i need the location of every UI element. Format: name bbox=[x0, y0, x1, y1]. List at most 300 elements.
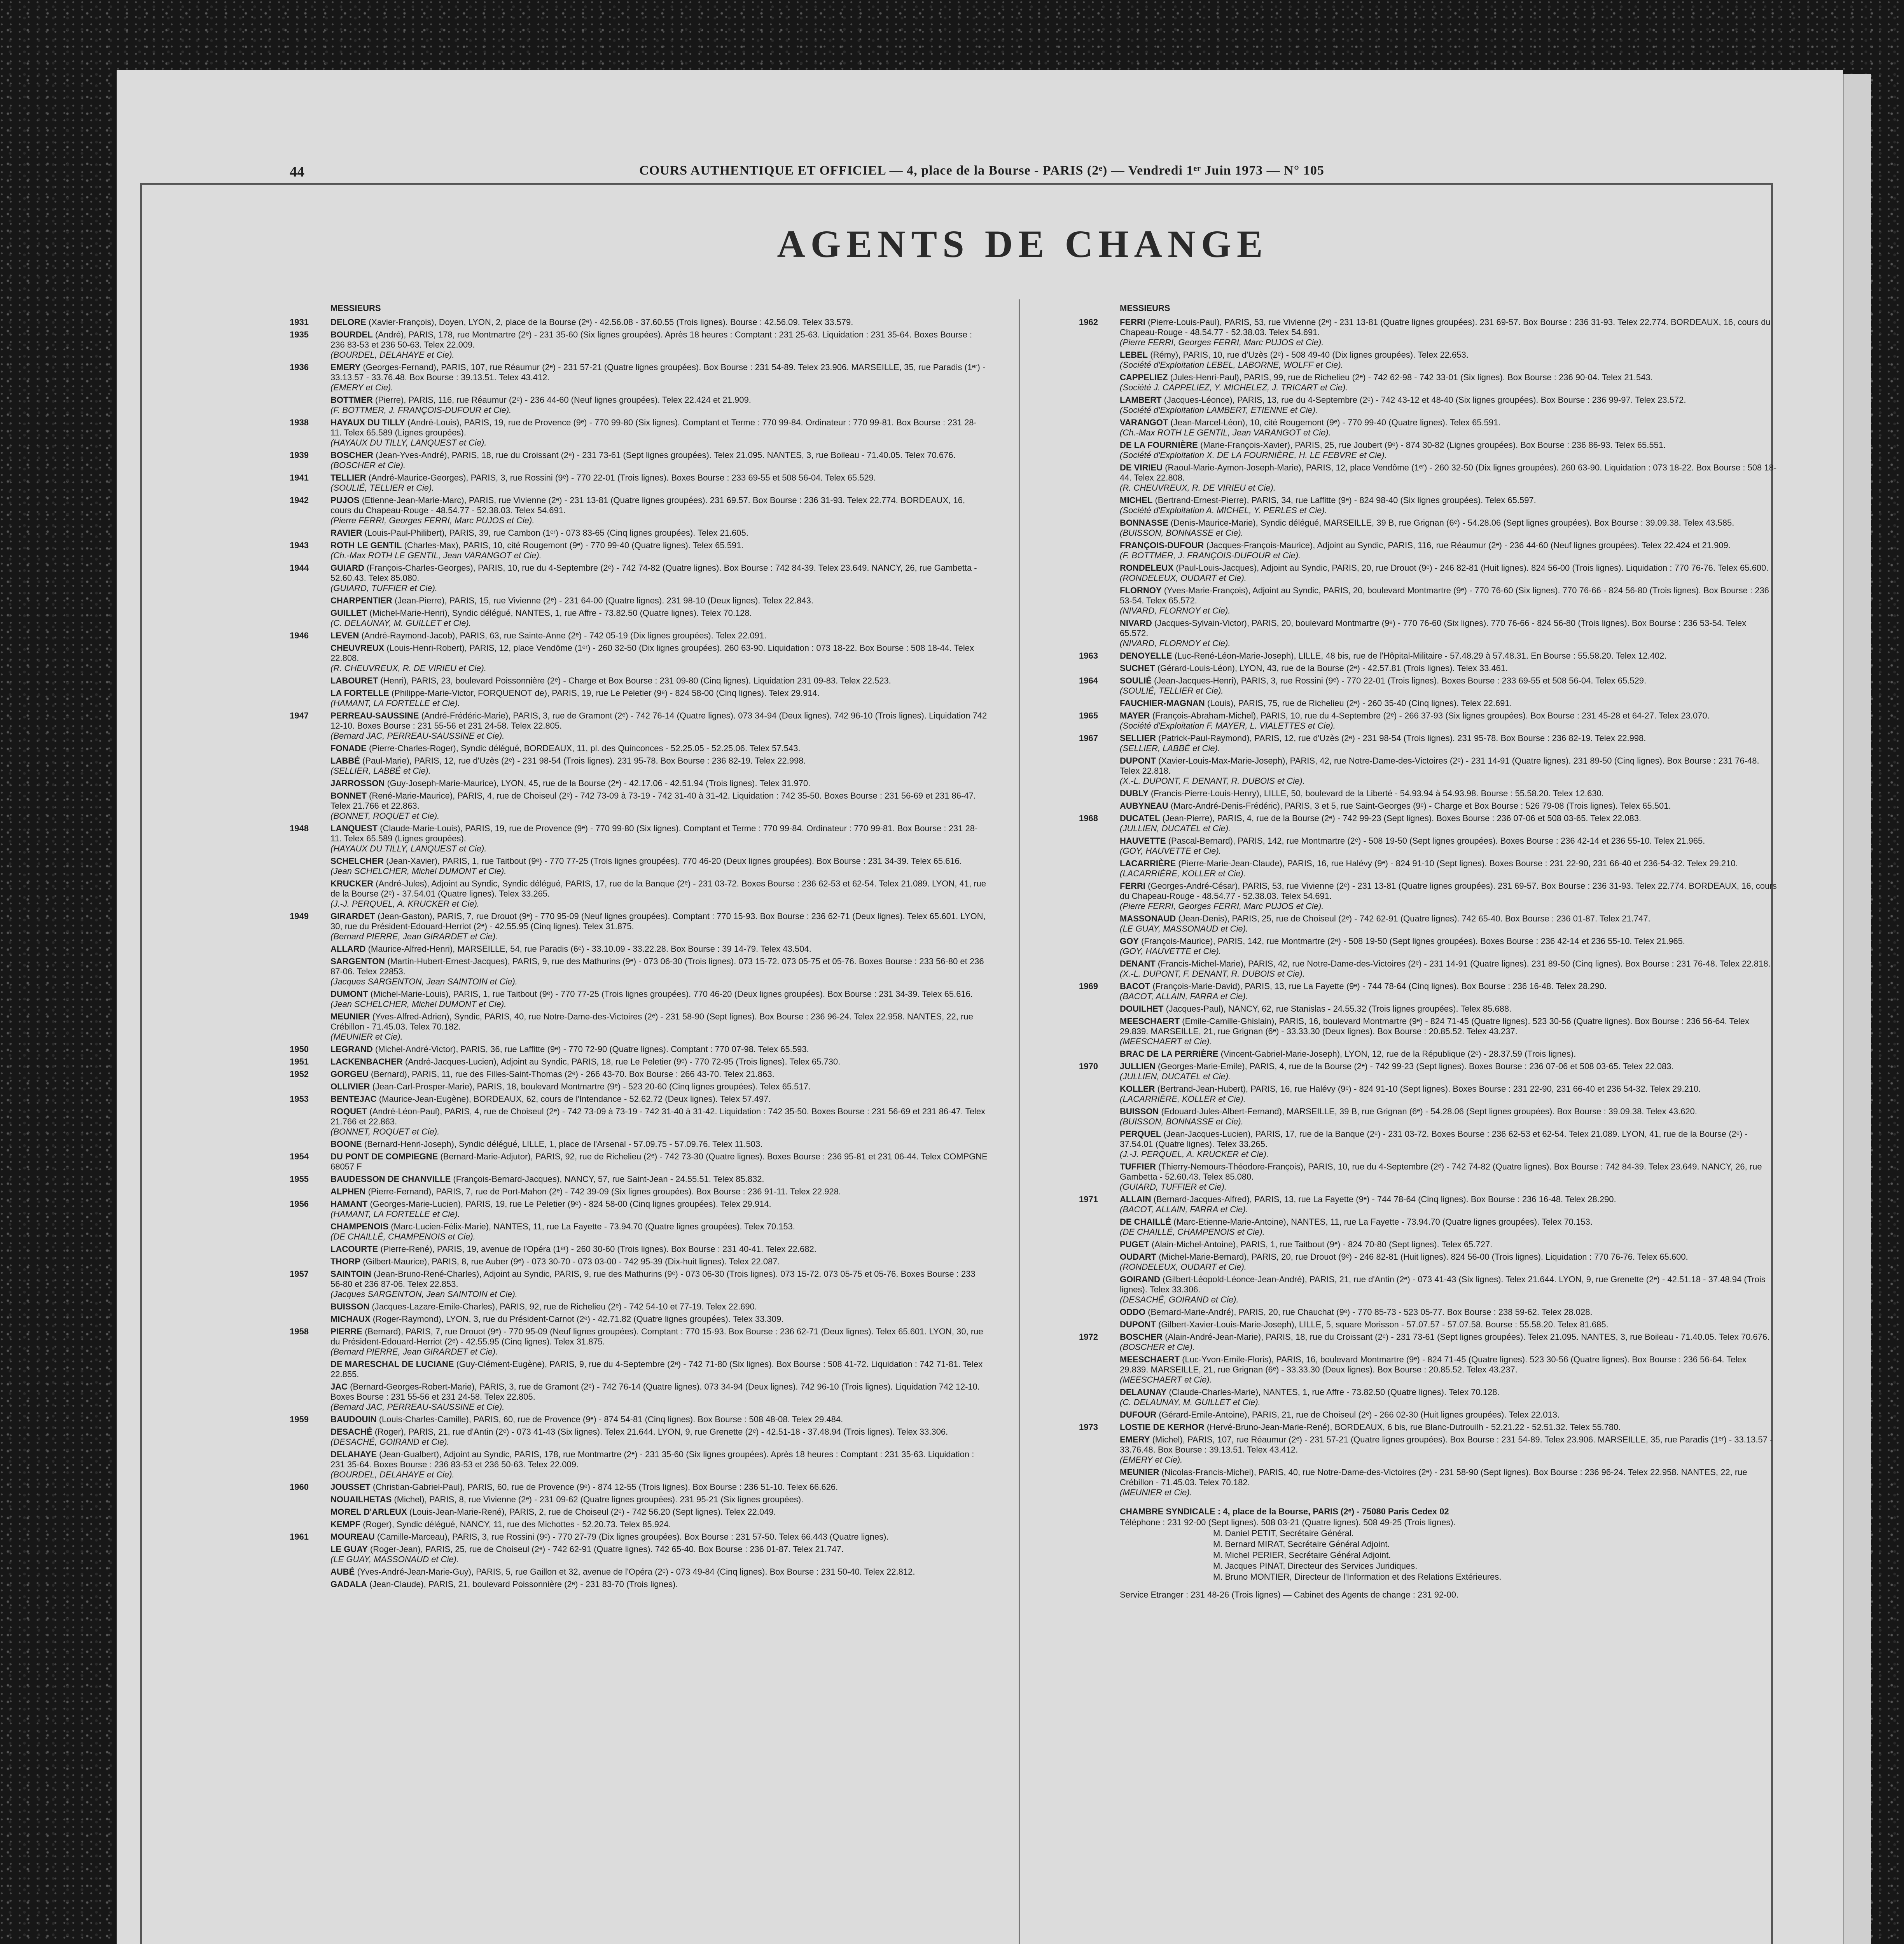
agent-details: (Louis-Jean-Marie-René), PARIS, 2, rue de Choiseul (2ᵉ) - 742 56.20 (Sept lignes). Telex 22.049. bbox=[409, 1507, 776, 1517]
agent-details: (Bernard-Henri-Joseph), Syndic délégué, LILLE, 1, place de l'Arsenal - 57.09.75 - 57.09.76. Telex 11.503. bbox=[364, 1139, 763, 1149]
agent-name: DELAHAYE bbox=[330, 1449, 377, 1459]
agent-details: (Paul-Louis-Jacques), Adjoint au Syndic, PARIS, 20, rue Drouot (9ᵉ) - 246 82-81 (Huit lignes). 824 56-00 (Trois lignes). Liquidation : 770 76-76. Telex 65.600. bbox=[1176, 563, 1769, 573]
agent-details: (Roger-Raymond), LYON, 3, rue du Président-Carnot (2ᵉ) - 42.71.82 (Quatre lignes groupées). Telex 33.309. bbox=[372, 1314, 784, 1324]
agent-name: ROQUET bbox=[330, 1107, 367, 1116]
entry-year: 1942 bbox=[290, 495, 309, 505]
agent-firm: (X.-L. DUPONT, F. DENANT, R. DUBOIS et Cie). bbox=[1120, 969, 1305, 979]
entry-year: 1947 bbox=[290, 711, 309, 720]
agent-firm: (Jacques SARGENTON, Jean SAINTOIN et Cie). bbox=[330, 977, 518, 986]
column-heading: MESSIEURS bbox=[1120, 303, 1170, 313]
agent-details: (Louis-Henri-Robert), PARIS, 12, place Vendôme (1ᵉʳ) - 260 32-50 (Dix lignes groupées). 260 63-90. Liquidation : 073 18-22. Box Bourse : 508 18-44. Telex 22.808. bbox=[330, 643, 974, 663]
agent-details: (Georges-Marie-Emile), PARIS, 4, rue de la Bourse (2ᵉ) - 742 99-23 (Sept lignes). Boxes Bourse : 236 07-06 et 508 03-65. Telex 22.083. bbox=[1157, 1061, 1674, 1071]
agent-name: LEVEN bbox=[330, 631, 359, 640]
agent-entry bbox=[1042, 914, 1777, 934]
entry-year: 1938 bbox=[290, 418, 309, 427]
agent-details: (Jean-Denis), PARIS, 25, rue de Choiseul (2ᵉ) - 742 62-91 (Quatre lignes). 742 65-40. Box Bourse : 236 01-87. Telex 21.747. bbox=[1178, 914, 1650, 923]
agent-name: RAVIER bbox=[330, 528, 362, 538]
agent-firm: (Bernard PIERRE, Jean GIRARDET et Cie). bbox=[330, 932, 498, 941]
agent-entry bbox=[1042, 959, 1777, 979]
agent-name: HAUVETTE bbox=[1120, 836, 1166, 846]
agent-name: BOONE bbox=[330, 1139, 362, 1149]
agent-firm: (SELLIER, LABBÉ et Cie). bbox=[1120, 743, 1220, 753]
agent-firm: (HAYAUX DU TILLY, LANQUEST et Cie). bbox=[330, 438, 487, 448]
agent-firm: (Jean SCHELCHER, Michel DUMONT et Cie). bbox=[330, 999, 507, 1009]
entry-year: 1941 bbox=[290, 473, 309, 483]
entry-year: 1968 bbox=[1079, 813, 1098, 823]
agent-entry bbox=[253, 1069, 988, 1079]
agent-name: DOUILHET bbox=[1120, 1004, 1164, 1014]
agent-details: (Jean-Xavier), PARIS, 1, rue Taitbout (9ᵉ) - 770 77-25 (Trois lignes groupées). 770 46-20 (Deux lignes groupées). Box Bourse : 231 34-39. Telex 65.616. bbox=[386, 856, 962, 866]
entry-year: 1972 bbox=[1079, 1332, 1098, 1342]
agent-name: LOSTIE DE KERHOR bbox=[1120, 1422, 1205, 1432]
agent-name: OLLIVIER bbox=[330, 1082, 370, 1091]
entry-year: 1963 bbox=[1079, 651, 1098, 661]
entry-year: 1959 bbox=[290, 1414, 309, 1424]
agent-entry bbox=[1042, 1162, 1777, 1192]
agent-details: (André-Jacques-Lucien), Adjoint au Syndic, PARIS, 18, rue Le Peletier (9ᵉ) - 770 72-95 (Trois lignes). Telex 65.730. bbox=[405, 1057, 841, 1066]
agent-name: GORGEU bbox=[330, 1069, 369, 1079]
agent-entry bbox=[253, 395, 988, 415]
agent-firm: (BOSCHER et Cie). bbox=[1120, 1342, 1195, 1352]
agent-name: DUBLY bbox=[1120, 788, 1149, 798]
agent-name: DE CHAILLÉ bbox=[1120, 1217, 1171, 1227]
chambre-phone: Téléphone : 231 92-00 (Sept lignes). 508 03-21 (Quatre lignes). 508 49-25 (Trois lignes). bbox=[1120, 1517, 1456, 1527]
agent-details: (André-Maurice-Georges), PARIS, 3, rue Rossini (9ᵉ) - 770 22-01 (Trois lignes). Boxes Bourse : 233 69-55 et 508 56-04. Telex 65.529. bbox=[368, 473, 876, 483]
agent-name: MOUREAU bbox=[330, 1532, 375, 1542]
agent-entry bbox=[253, 563, 988, 593]
agent-name: DENOYELLE bbox=[1120, 651, 1172, 661]
agent-details: (Denis-Maurice-Marie), Syndic délégué, MARSEILLE, 39 B, rue Grignan (6ᵉ) - 54.28.06 (Sept lignes groupées). Box Bourse : 39.09.38. Telex 43.585. bbox=[1170, 518, 1734, 528]
agent-name: SARGENTON bbox=[330, 956, 385, 966]
entry-year: 1948 bbox=[290, 823, 309, 833]
agent-name: LAMBERT bbox=[1120, 395, 1162, 405]
agent-details: (Francis-Michel-Marie), PARIS, 42, rue Notre-Dame-des-Victoires (2ᵉ) - 231 14-91 (Quatre lignes). 231 89-50 (Cinq lignes). Box Bourse : 231 76-48. Telex 22.818. bbox=[1157, 959, 1771, 969]
agent-details: (Xavier-François), Doyen, LYON, 2, place de la Bourse (2ᵉ) - 42.56.08 - 37.60.55 (Trois lignes). Bourse : 42.56.09. Telex 33.579. bbox=[368, 317, 853, 327]
agent-details: (Pierre-Marie-Jean-Claude), PARIS, 16, rue Halévy (9ᵉ) - 824 91-10 (Sept lignes). Boxes Bourse : 231 22-90, 231 66-40 et 236-54-32. Telex 29.210. bbox=[1178, 858, 1738, 868]
agent-name: BAUDESSON DE CHANVILLE bbox=[330, 1174, 451, 1184]
agent-details: (Jules-Henri-Paul), PARIS, 99, rue de Richelieu (2ᵉ) - 742 62-98 - 742 33-01 (Six lignes). Box Bourse : 236 90-04. Telex 21.543. bbox=[1170, 372, 1653, 382]
agent-name: LABBÉ bbox=[330, 756, 360, 766]
agent-details: (Rémy), PARIS, 10, rue d'Uzès (2ᵉ) - 508 49-40 (Dix lignes groupées). Telex 22.653. bbox=[1150, 350, 1469, 360]
agent-entry bbox=[253, 1579, 988, 1589]
agent-entry bbox=[1042, 495, 1777, 516]
agent-entry bbox=[253, 1314, 988, 1324]
agent-details: (Jean-Bruno-René-Charles), Adjoint au Syndic, PARIS, 9, rue des Mathurins (9ᵉ) - 073 06-30 (Trois lignes). 073 15-72. 073 05-75 et 05-76. Boxes Bourse : 233 56-80 et 236 87-06. Telex 22.853. bbox=[330, 1269, 976, 1289]
agent-firm: (EMERY et Cie). bbox=[1120, 1455, 1183, 1465]
agent-details: (Bertrand-Jean-Hubert), PARIS, 16, rue Halévy (9ᵉ) - 824 91-10 (Sept lignes). Boxes Bourse : 231 22-90, 231 66-40 et 236 54-32. Telex 29.210. bbox=[1157, 1084, 1701, 1094]
agent-firm: (MEESCHAERT et Cie). bbox=[1120, 1375, 1212, 1385]
entry-year: 1953 bbox=[290, 1094, 309, 1104]
agent-details: (Yves-André-Jean-Marie-Guy), PARIS, 5, rue Gaillon et 32, avenue de l'Opéra (2ᵉ) - 073 49-84 (Cinq lignes). Box Bourse : 231 50-40. Telex 22.812. bbox=[357, 1567, 915, 1577]
agent-details: (Jacques-François-Maurice), Adjoint au Syndic, PARIS, 116, rue Réaumur (2ᵉ) - 236 44-60 (Neuf lignes groupées). Telex 22.424 et 21.909. bbox=[1206, 540, 1731, 550]
agent-firm: (Ch.-Max ROTH LE GENTIL, Jean VARANGOT et Cie). bbox=[330, 551, 542, 560]
agent-details: (Claude-Charles-Marie), NANTES, 1, rue Affre - 73.82.50 (Quatre lignes). Telex 70.128. bbox=[1169, 1387, 1500, 1397]
agent-name: DELAUNAY bbox=[1120, 1387, 1167, 1397]
agent-entry bbox=[253, 1495, 988, 1505]
agent-entry bbox=[1042, 676, 1777, 696]
agent-name: JULLIEN bbox=[1120, 1061, 1156, 1071]
agent-details: (André-Raymond-Jacob), PARIS, 63, rue Sainte-Anne (2ᵉ) - 742 05-19 (Dix lignes groupées). Telex 22.091. bbox=[361, 631, 767, 640]
agent-entry bbox=[1042, 1355, 1777, 1385]
agent-entry bbox=[1042, 1061, 1777, 1082]
agent-name: NOUAILHETAS bbox=[330, 1495, 392, 1504]
agent-firm: (R. CHEUVREUX, R. DE VIRIEU et Cie). bbox=[330, 663, 486, 673]
agent-entry bbox=[1042, 1387, 1777, 1407]
agent-entry bbox=[1042, 801, 1777, 811]
agent-entry bbox=[253, 1082, 988, 1092]
agent-name: THORP bbox=[330, 1257, 360, 1266]
chambre-member: M. Bruno MONTIER, Directeur de l'Information et des Relations Extérieures. bbox=[1213, 1572, 1502, 1582]
agent-name: ALLAIN bbox=[1120, 1194, 1151, 1204]
entry-year: 1936 bbox=[290, 362, 309, 372]
agent-firm: (R. CHEUVREUX, R. DE VIRIEU et Cie). bbox=[1120, 483, 1276, 493]
agent-name: ROTH LE GENTIL bbox=[330, 540, 402, 550]
agent-details: (Jacques-Lazare-Emile-Charles), PARIS, 92, rue de Richelieu (2ᵉ) - 742 54-10 et 77-19. Telex 22.690. bbox=[372, 1302, 757, 1311]
agent-details: (Etienne-Jean-Marie-Marc), PARIS, rue Vivienne (2ᵉ) - 231 13-81 (Quatre lignes groupées). 231 69.57. Box Bourse : 236 31-93. Telex 22.774. BORDEAUX, 16, cours du Chapeau-Rouge - 48.54.77 - 52.38.03. Telex 54.691. bbox=[330, 495, 965, 515]
agent-details: (Bernard-Jacques-Alfred), PARIS, 13, rue La Fayette (9ᵉ) - 744 78-64 (Cinq lignes). Box Bourse : 236 16-48. Telex 28.290. bbox=[1153, 1194, 1616, 1204]
agent-firm: (Pierre FERRI, Georges FERRI, Marc PUJOS et Cie). bbox=[1120, 901, 1324, 911]
agent-entry bbox=[253, 1174, 988, 1184]
agent-firm: (J.-J. PERQUEL, A. KRUCKER et Cie). bbox=[330, 899, 480, 909]
agent-details: (Maurice-Jean-Eugène), BORDEAUX, 62, cours de l'Intendance - 52.62.72 (Deux lignes). Telex 57.497. bbox=[379, 1094, 771, 1104]
agent-name: DUFOUR bbox=[1120, 1410, 1157, 1420]
entry-year: 1951 bbox=[290, 1057, 309, 1066]
agent-firm: (LACARRIÈRE, KOLLER et Cie). bbox=[1120, 1094, 1246, 1104]
agent-firm: (X.-L. DUPONT, F. DENANT, R. DUBOIS et Cie). bbox=[1120, 776, 1305, 786]
agent-entry bbox=[253, 743, 988, 753]
agent-firm: (BOURDEL, DELAHAYE et Cie). bbox=[330, 350, 455, 360]
agent-name: FERRI bbox=[1120, 881, 1145, 891]
agent-name: PUGET bbox=[1120, 1239, 1149, 1249]
agent-firm: (MEUNIER et Cie). bbox=[1120, 1488, 1192, 1497]
agent-name: JARROSSON bbox=[330, 778, 385, 788]
entry-year: 1956 bbox=[290, 1199, 309, 1209]
agent-name: BACOT bbox=[1120, 981, 1150, 991]
entry-year: 1970 bbox=[1079, 1061, 1098, 1071]
agent-entry bbox=[253, 1222, 988, 1242]
entry-year: 1958 bbox=[290, 1327, 309, 1336]
agent-name: DUMONT bbox=[330, 989, 368, 999]
agent-details: (Jean-Gaston), PARIS, 7, rue Drouot (9ᵉ) - 770 95-09 (Neuf lignes groupées). Comptant : 770 15-93. Box Bourse : 236 62-71 (Deux lignes). Telex 65.601. LYON, 30, rue du Président-Edouard-Herriot (2ᵉ) - 42.55.95 (Cinq lignes). Telex 31.875. bbox=[330, 911, 986, 931]
agent-details: (Pierre-Charles-Roger), Syndic délégué, BORDEAUX, 11, pl. des Quinconces - 52.25.05 - 52.25.06. Telex 57.543. bbox=[369, 743, 801, 753]
entry-year: 1964 bbox=[1079, 676, 1098, 685]
agent-details: (Gérard-Emile-Antoine), PARIS, 21, rue de Choiseul (2ᵉ) - 266 02-30 (Huit lignes groupées). Telex 22.013. bbox=[1159, 1410, 1560, 1420]
agent-name: GUIARD bbox=[330, 563, 364, 573]
agent-details: (Luc-René-Léon-Marie-Joseph), LILLE, 48 bis, rue de l'Hôpital-Militaire - 57.48.29 à 57.48.31. En Bourse : 55.58.20. Telex 12.402. bbox=[1174, 651, 1667, 661]
agent-entry bbox=[253, 791, 988, 821]
agent-firm: (GOY, HAUVETTE et Cie). bbox=[1120, 846, 1221, 856]
agent-details: (René-Marie-Maurice), PARIS, 4, rue de Choiseul (2ᵉ) - 742 73-09 à 73-19 - 742 31-40 à 31-42. Liquidation : 742 35-50. Boxes Bourse : 231 56-69 et 231 86-47. Telex 21.766 et 22.863. bbox=[330, 791, 976, 811]
agent-name: HAMANT bbox=[330, 1199, 368, 1209]
agent-details: (Gilbert-Léopold-Léonce-Jean-André), PARIS, 21, rue d'Antin (2ᵉ) - 073 41-43 (Six lignes). Telex 21.644. LYON, 9, rue Grenette (2ᵉ) - 42.51.18 - 37.48.94 (Trois lignes). Telex 33.306. bbox=[1120, 1274, 1766, 1294]
agent-name: DUPONT bbox=[1120, 756, 1156, 766]
agent-details: (Yves-Marie-François), Adjoint au Syndic, PARIS, 20, boulevard Montmartre (9ᵉ) - 770 76-60 (Six lignes). 770 76-66 - 824 56-80 (Trois lignes). Box Bourse : 236 53-54. Telex 65.572. bbox=[1120, 586, 1769, 605]
agent-details: (Emile-Camille-Ghislain), PARIS, 16, boulevard Montmartre (9ᵉ) - 824 71-45 (Quatre lignes). 523 30-56 (Quatre lignes). Box Bourse : 236 56-64. Telex 29.839. MARSEILLE, 21, rue Grignan (6ᵉ) - 33.33.30 (Deux lignes). Box Bourse : 20.85.52. Telex 43.237. bbox=[1120, 1016, 1749, 1036]
agent-entry bbox=[1042, 1107, 1777, 1127]
agent-name: MICHEL bbox=[1120, 495, 1153, 505]
service-etranger: Service Etranger : 231 48-26 (Trois lignes) — Cabinet des Agents de change : 231 92-00. bbox=[1120, 1590, 1459, 1600]
agent-name: LACKENBACHER bbox=[330, 1057, 403, 1066]
agent-entry bbox=[253, 362, 988, 393]
agent-details: (André-Frédéric-Marie), PARIS, 3, rue de Gramont (2ᵉ) - 742 76-14 (Quatre lignes). 073 34-94 (Deux lignes). 742 96-10 (Trois lignes). Liquidation 742 12-10. Boxes Bourse : 231 55-56 et 231 24-58. Telex 22.805. bbox=[330, 711, 987, 731]
agent-name: MEUNIER bbox=[1120, 1467, 1159, 1477]
agent-name: MASSONAUD bbox=[1120, 914, 1176, 923]
agent-entry bbox=[1042, 1129, 1777, 1159]
agent-entry bbox=[1042, 836, 1777, 856]
agent-name: MEUNIER bbox=[330, 1012, 370, 1021]
agent-name: KEMPF bbox=[330, 1519, 360, 1529]
agent-name: LANQUEST bbox=[330, 823, 378, 833]
agent-entry bbox=[253, 1057, 988, 1067]
agent-details: (Alain-André-Jean-Marie), PARIS, 18, rue du Croissant (2ᵉ) - 231 73-61 (Sept lignes groupées). Telex 21.095. NANTES, 3, rue Boileau - 71.40.05. Telex 70.676. bbox=[1165, 1332, 1770, 1342]
agent-name: JAC bbox=[330, 1382, 348, 1392]
agent-name: MICHAUX bbox=[330, 1314, 371, 1324]
agent-details: (Jean-Pierre), PARIS, 4, rue de la Bourse (2ᵉ) - 742 99-23 (Sept lignes). Boxes Bourse : 236 07-06 et 508 03-65. Telex 22.083. bbox=[1162, 813, 1642, 823]
agent-entry bbox=[1042, 936, 1777, 956]
agent-name: SELLIER bbox=[1120, 733, 1156, 743]
agent-name: CHEUVREUX bbox=[330, 643, 385, 653]
agent-name: ALPHEN bbox=[330, 1187, 366, 1196]
agent-firm: (Ch.-Max ROTH LE GENTIL, Jean VARANGOT et Cie). bbox=[1120, 428, 1331, 437]
agent-firm: (Société d'Exploitation F. MAYER, L. VIALETTES et Cie). bbox=[1120, 721, 1336, 731]
agent-entry bbox=[253, 823, 988, 854]
agent-firm: (SOULIÉ, TELLIER et Cie). bbox=[1120, 686, 1224, 696]
agent-details: (André), PARIS, 178, rue Montmartre (2ᵉ) - 231 35-60 (Six lignes groupées). Après 18 heures : Comptant : 231 25-63. Liquidation : 231 35-64. Boxes Bourse : 236 83-53 et 236 50-63. Telex 22.009. bbox=[330, 330, 972, 350]
agent-entry bbox=[253, 1567, 988, 1577]
agent-name: BENTEJAC bbox=[330, 1094, 377, 1104]
agent-entry bbox=[1042, 1320, 1777, 1330]
agent-details: (Thierry-Nemours-Théodore-François), PARIS, 10, rue du 4-Septembre (2ᵉ) - 742 74-82 (Quatre lignes). Box Bourse : 742 84-39. Telex 23.649. NANCY, 26, rue Gambetta - 52.60.43. Telex 85.080. bbox=[1120, 1162, 1762, 1182]
agent-entry bbox=[1042, 395, 1777, 415]
agent-entry bbox=[253, 1427, 988, 1447]
agent-name: GOIRAND bbox=[1120, 1274, 1160, 1284]
agent-details: (Gérard-Louis-Léon), LYON, 43, rue de la Bourse (2ᵉ) - 42.57.81 (Trois lignes). Telex 33.461. bbox=[1157, 663, 1508, 673]
agent-entry bbox=[1042, 350, 1777, 370]
agent-details: (André-Léon-Paul), PARIS, 4, rue de Choiseul (2ᵉ) - 742 73-09 à 73-19 - 742 31-40 à 31-42. Liquidation : 742 35-50. Boxes Bourse : 231 56-69 et 231 86-47. Telex 21.766 et 22.863. bbox=[330, 1107, 986, 1126]
agent-entry bbox=[253, 879, 988, 909]
agent-details: (Jean-Gualbert), Adjoint au Syndic, PARIS, 178, rue Montmartre (2ᵉ) - 231 35-60 (Six lignes groupées). Après 18 heures : Comptant : 231 35-63. Liquidation : 231 35-64. Boxes Bourse : 236 83-53 et 236 50-63. Telex 22.009. bbox=[330, 1449, 974, 1469]
next-page-edge bbox=[1843, 74, 1871, 1944]
agent-firm: (Société d'Exploitation A. MICHEL, Y. PERLES et Cie). bbox=[1120, 505, 1327, 515]
agent-details: (Pierre-René), PARIS, 19, avenue de l'Opéra (1ᵉʳ) - 260 30-60 (Trois lignes). Box Bourse : 231 40-41. Telex 22.682. bbox=[380, 1244, 816, 1254]
agent-entry bbox=[1042, 618, 1777, 649]
agent-name: SOULIÉ bbox=[1120, 676, 1152, 685]
entry-year: 1952 bbox=[290, 1069, 309, 1079]
agent-details: (Patrick-Paul-Raymond), PARIS, 12, rue d'Uzès (2ᵉ) - 231 98-54 (Trois lignes). 231 95-78. Box Bourse : 236 82-19. Telex 22.998. bbox=[1158, 733, 1646, 743]
agent-name: DUPONT bbox=[1120, 1320, 1156, 1329]
agent-name: KOLLER bbox=[1120, 1084, 1155, 1094]
agent-entry bbox=[1042, 372, 1777, 393]
agent-details: (François-Charles-Georges), PARIS, 10, rue du 4-Septembre (2ᵉ) - 742 74-82 (Quatre lignes). Box Bourse : 742 84-39. Telex 23.649. NANCY, 26, rue Gambetta - 52.60.43. Telex 85.080. bbox=[330, 563, 977, 583]
agent-name: DE LA FOURNIÈRE bbox=[1120, 440, 1198, 450]
agent-firm: (Bernard JAC, PERREAU-SAUSSINE et Cie). bbox=[330, 1402, 505, 1412]
agent-firm: (JULLIEN, DUCATEL et Cie). bbox=[1120, 1072, 1231, 1081]
agent-details: (Michel), PARIS, 107, rue Réaumur (2ᵉ) - 231 57-21 (Quatre lignes groupées). Box Bourse : 231 54-89. Telex 23.906. MARSEILLE, 35, rue Paradis (1ᵉʳ) - 33.13.57 - 33.76.48. Box Bourse : 39.13.51. Telex 43.412. bbox=[1120, 1435, 1773, 1455]
agent-firm: (SOULIÉ, TELLIER et Cie). bbox=[330, 483, 434, 493]
agent-entry bbox=[253, 1449, 988, 1480]
agent-entry bbox=[1042, 1252, 1777, 1272]
agent-entry bbox=[253, 330, 988, 360]
agent-entry bbox=[1042, 756, 1777, 786]
agent-name: LA FORTELLE bbox=[330, 688, 389, 698]
agent-details: (Jacques-Léonce), PARIS, 13, rue du 4-Septembre (2ᵉ) - 742 43-12 et 48-40 (Six lignes groupées). Box Bourse : 236 99-97. Telex 23.572. bbox=[1164, 395, 1686, 405]
agent-details: (Louis-Paul-Philibert), PARIS, 39, rue Cambon (1ᵉʳ) - 073 83-65 (Cinq lignes groupées). Telex 21.605. bbox=[364, 528, 748, 538]
agent-name: LE GUAY bbox=[330, 1544, 368, 1554]
chambre-member: M. Daniel PETIT, Secrétaire Général. bbox=[1213, 1528, 1354, 1538]
agent-entry bbox=[253, 1152, 988, 1172]
chambre-syndicale-block bbox=[1120, 1506, 1777, 1600]
agent-name: BONNASSE bbox=[1120, 518, 1168, 528]
agent-name: ODDO bbox=[1120, 1307, 1145, 1317]
agent-firm: (DESACHÉ, GOIRAND et Cie). bbox=[1120, 1295, 1239, 1304]
agent-name: BAUDOUIN bbox=[330, 1414, 377, 1424]
agent-entry bbox=[253, 711, 988, 741]
running-header: COURS AUTHENTIQUE ET OFFICIEL — 4, place de la Bourse - PARIS (2ᵉ) — Vendredi 1ᵉʳ Juin 1973 — N° 105 bbox=[639, 163, 1324, 178]
agent-name: ALLARD bbox=[330, 944, 366, 954]
agent-entry bbox=[1042, 1217, 1777, 1237]
agent-name: CHARPENTIER bbox=[330, 596, 392, 605]
entry-year: 1946 bbox=[290, 631, 309, 640]
agent-firm: (Société d'Exploitation LAMBERT, ETIENNE et Cie). bbox=[1120, 405, 1318, 415]
agent-name: DE VIRIEU bbox=[1120, 463, 1163, 472]
agent-entry bbox=[253, 989, 988, 1009]
agent-entry bbox=[253, 1382, 988, 1412]
agent-entry bbox=[253, 856, 988, 876]
agent-name: PERQUEL bbox=[1120, 1129, 1161, 1139]
agent-name: PERREAU-SAUSSINE bbox=[330, 711, 419, 720]
agent-details: (Georges-Marie-Lucien), PARIS, 19, rue Le Peletier (9ᵉ) - 824 58-00 (Cinq lignes groupées). Telex 29.914. bbox=[370, 1199, 771, 1209]
agent-entry bbox=[1042, 698, 1777, 708]
entry-year: 1949 bbox=[290, 911, 309, 921]
agent-name: OUDART bbox=[1120, 1252, 1157, 1262]
agent-entry bbox=[253, 643, 988, 673]
agent-entry bbox=[1042, 463, 1777, 493]
agent-name: CHAMPENOIS bbox=[330, 1222, 389, 1231]
agent-entry bbox=[253, 1187, 988, 1197]
agent-entry bbox=[253, 1519, 988, 1530]
agent-details: (Claude-Marie-Louis), PARIS, 19, rue de Provence (9ᵉ) - 770 99-80 (Six lignes). Comptant et Terme : 770 99-84. Ordinateur : 770 99-81. Box Bourse : 231 28-11. Telex 65.589 (Lignes groupées). bbox=[330, 823, 978, 843]
agent-details: (Bernard-Marie-André), PARIS, 20, rue Chauchat (9ᵉ) - 770 85-73 - 523 05-77. Box Bourse : 238 59-62. Telex 28.028. bbox=[1148, 1307, 1593, 1317]
right-entries-list bbox=[1042, 317, 1777, 1498]
agent-entry bbox=[1042, 518, 1777, 538]
agent-details: (Yves-Alfred-Adrien), Syndic, PARIS, 40, rue Notre-Dame-des-Victoires (2ᵉ) - 231 58-90 (Sept lignes). Box Bourse : 236 96-24. Telex 22.958. NANTES, 22, rue Crébillon - 71.45.03. Telex 70.182. bbox=[330, 1012, 973, 1031]
agent-details: (Guy-Joseph-Marie-Maurice), LYON, 45, rue de la Bourse (2ᵉ) - 42.17.06 - 42.51.94 (Trois lignes). Telex 31.970. bbox=[387, 778, 811, 788]
agent-details: (Michel), PARIS, 8, rue Vivienne (2ᵉ) - 231 09-62 (Quatre lignes groupées). 231 95-21 (Six lignes groupées). bbox=[394, 1495, 804, 1504]
agent-firm: (BOSCHER et Cie). bbox=[330, 460, 406, 470]
agent-details: (François-Bernard-Jacques), NANCY, 57, rue Saint-Jean - 24.55.51. Telex 85.832. bbox=[453, 1174, 764, 1184]
agent-details: (Marc-Etienne-Marie-Antoine), NANTES, 11, rue La Fayette - 73.94.70 (Quatre lignes groupées). Telex 70.153. bbox=[1173, 1217, 1593, 1227]
agent-name: TUFFIER bbox=[1120, 1162, 1156, 1171]
entry-year: 1971 bbox=[1079, 1194, 1098, 1204]
agent-entry bbox=[253, 495, 988, 526]
agent-details: (François-Marie-David), PARIS, 13, rue La Fayette (9ᵉ) - 744 78-64 (Cinq lignes). Box Bourse : 236 16-48. Telex 28.290. bbox=[1152, 981, 1607, 991]
agent-entry bbox=[1042, 540, 1777, 561]
agent-details: (André-Louis), PARIS, 19, rue de Provence (9ᵉ) - 770 99-80 (Six lignes). Comptant et Terme : 770 99-84. Ordinateur : 770 99-81. Box Bourse : 231 28-11. Telex 65.589 (Lignes groupées). bbox=[330, 418, 977, 437]
agent-firm: (BACOT, ALLAIN, FARRA et Cie). bbox=[1120, 1205, 1248, 1214]
agent-details: (Gilbert-Maurice), PARIS, 8, rue Auber (9ᵉ) - 073 30-70 - 073 03-00 - 742 95-39 (Dix-huit lignes). Telex 22.087. bbox=[363, 1257, 780, 1266]
agent-name: EMERY bbox=[1120, 1435, 1150, 1444]
agent-entry bbox=[253, 631, 988, 641]
agent-name: SUCHET bbox=[1120, 663, 1155, 673]
agent-name: AUBYNEAU bbox=[1120, 801, 1168, 811]
agent-entry bbox=[253, 1414, 988, 1425]
agent-details: (Marc-André-Denis-Frédéric), PARIS, 3 et 5, rue Saint-Georges (9ᵉ) - Charge et Box Bourse : 526 79-08 (Trois lignes). Telex 65.501. bbox=[1170, 801, 1671, 811]
agent-name: GUILLET bbox=[330, 608, 367, 618]
agent-firm: (Pierre FERRI, Georges FERRI, Marc PUJOS et Cie). bbox=[1120, 337, 1324, 347]
agent-details: (Pierre-Fernand), PARIS, 7, rue de Port-Mahon (2ᵉ) - 742 39-09 (Six lignes groupées). Box Bourse : 236 91-11. Telex 22.928. bbox=[368, 1187, 841, 1196]
agent-entry bbox=[253, 956, 988, 987]
agent-details: (Jean-Jacques-Lucien), PARIS, 17, rue de la Banque (2ᵉ) - 231 03-72. Boxes Bourse : 236 62-53 et 62-54. Telex 21.089. LYON, 41, rue de la Bourse (2ᵉ) - 37.54.01 (Quatre lignes). Telex 33.265. bbox=[1120, 1129, 1748, 1149]
agent-name: MEESCHAERT bbox=[1120, 1355, 1180, 1364]
agent-details: (Louis-Charles-Camille), PARIS, 60, rue de Provence (9ᵉ) - 874 54-81 (Cinq lignes). Box Bourse : 508 48-08. Telex 29.484. bbox=[379, 1414, 843, 1424]
agent-name: LEBEL bbox=[1120, 350, 1148, 360]
agent-details: (Pierre), PARIS, 116, rue Réaumur (2ᵉ) - 236 44-60 (Neuf lignes groupées). Telex 22.424 et 21.909. bbox=[375, 395, 751, 405]
column-heading: MESSIEURS bbox=[330, 303, 381, 313]
agent-entry bbox=[253, 450, 988, 470]
agent-name: DE MARESCHAL DE LUCIANE bbox=[330, 1359, 454, 1369]
agent-entry bbox=[1042, 1467, 1777, 1498]
entry-year: 1967 bbox=[1079, 733, 1098, 743]
agent-details: (Jean-Claude), PARIS, 21, boulevard Poissonnière (2ᵉ) - 231 83-70 (Trois lignes). bbox=[369, 1579, 678, 1589]
entry-year: 1943 bbox=[290, 540, 309, 550]
entry-year: 1935 bbox=[290, 330, 309, 339]
agent-name: MAYER bbox=[1120, 711, 1150, 720]
agent-entry bbox=[1042, 317, 1777, 348]
entry-year: 1944 bbox=[290, 563, 309, 573]
agent-firm: (BONNET, ROQUET et Cie). bbox=[330, 811, 440, 821]
agent-details: (Marc-Lucien-Félix-Marie), NANTES, 11, rue La Fayette - 73.94.70 (Quatre lignes groupées). Telex 70.153. bbox=[391, 1222, 796, 1231]
agent-entry bbox=[253, 1359, 988, 1379]
agent-entry bbox=[1042, 1435, 1777, 1465]
entry-year: 1950 bbox=[290, 1044, 309, 1054]
agent-name: TELLIER bbox=[330, 473, 366, 483]
agent-entry bbox=[1042, 1332, 1777, 1352]
agent-name: PIERRE bbox=[330, 1327, 362, 1336]
agent-details: (Louis), PARIS, 75, rue de Richelieu (2ᵉ) - 260 35-40 (Cinq lignes). Telex 22.691. bbox=[1207, 698, 1512, 708]
agent-entry bbox=[1042, 651, 1777, 661]
agent-details: (Bernard-Marie-Adjutor), PARIS, 92, rue de Richelieu (2ᵉ) - 742 73-30 (Quatre lignes). Boxes Bourse : 236 95-81 et 231 06-44. Telex COMPGNE 68057 F bbox=[330, 1152, 988, 1171]
agent-entry bbox=[1042, 1274, 1777, 1305]
agent-firm: (BOURDEL, DELAHAYE et Cie). bbox=[330, 1470, 455, 1479]
agent-firm: (C. DELAUNAY, M. GUILLET et Cie). bbox=[330, 618, 471, 628]
agent-entry bbox=[1042, 1239, 1777, 1250]
agent-details: (Roger-Jean), PARIS, 25, rue de Choiseul (2ᵉ) - 742 62-91 (Quatre lignes). 742 65-40. Box Bourse : 236 01-87. Telex 21.747. bbox=[370, 1544, 844, 1554]
entry-year: 1931 bbox=[290, 317, 309, 327]
agent-details: (Nicolas-Francis-Michel), PARIS, 40, rue Notre-Dame-des-Victoires (2ᵉ) - 231 58-90 (Sept lignes). Box Bourse : 236 96-24. Telex 22.958. NANTES, 22, rue Crébillon - 71.45.03. Telex 70.182. bbox=[1120, 1467, 1747, 1487]
agent-entry bbox=[253, 756, 988, 776]
agent-entry bbox=[253, 676, 988, 686]
agent-name: KRUCKER bbox=[330, 879, 373, 888]
agent-details: (Charles-Max), PARIS, 10, cité Rougemont (9ᵉ) - 770 99-40 (Quatre lignes). Telex 65.591. bbox=[404, 540, 744, 550]
agent-details: (François-Maurice), PARIS, 142, rue Montmartre (2ᵉ) - 508 19-50 (Sept lignes groupées). Boxes Bourse : 236 42-14 et 236 55-10. Telex 21.965. bbox=[1141, 936, 1685, 946]
agent-entry bbox=[253, 688, 988, 708]
agent-entry bbox=[1042, 1194, 1777, 1215]
agent-name: MEESCHAERT bbox=[1120, 1016, 1180, 1026]
agent-details: (Jean-Carl-Prosper-Marie), PARIS, 18, boulevard Montmartre (9ᵉ) - 523 20-60 (Cinq lignes groupées). Telex 65.517. bbox=[372, 1082, 811, 1091]
agent-entry bbox=[1042, 1422, 1777, 1432]
agent-name: FRANÇOIS-DUFOUR bbox=[1120, 540, 1204, 550]
agent-entry bbox=[253, 1044, 988, 1054]
agent-name: GOY bbox=[1120, 936, 1139, 946]
agent-firm: (J.-J. PERQUEL, A. KRUCKER et Cie). bbox=[1120, 1149, 1269, 1159]
agent-entry bbox=[253, 778, 988, 788]
agent-firm: (HAYAUX DU TILLY, LANQUEST et Cie). bbox=[330, 844, 487, 853]
agent-details: (Vincent-Gabriel-Marie-Joseph), LYON, 12, rue de la République (2ᵉ) - 28.37.59 (Trois lignes). bbox=[1220, 1049, 1576, 1059]
agent-name: BOTTMER bbox=[330, 395, 373, 405]
agent-details: (Jean-Yves-André), PARIS, 18, rue du Croissant (2ᵉ) - 231 73-61 (Sept lignes groupées). Telex 21.095. NANTES, 3, rue Boileau - 71.40.05. Telex 70.676. bbox=[376, 450, 956, 460]
chambre-member: M. Bernard MIRAT, Secrétaire Général Adjoint. bbox=[1213, 1539, 1390, 1549]
agent-name: MOREL D'ARLEUX bbox=[330, 1507, 407, 1517]
